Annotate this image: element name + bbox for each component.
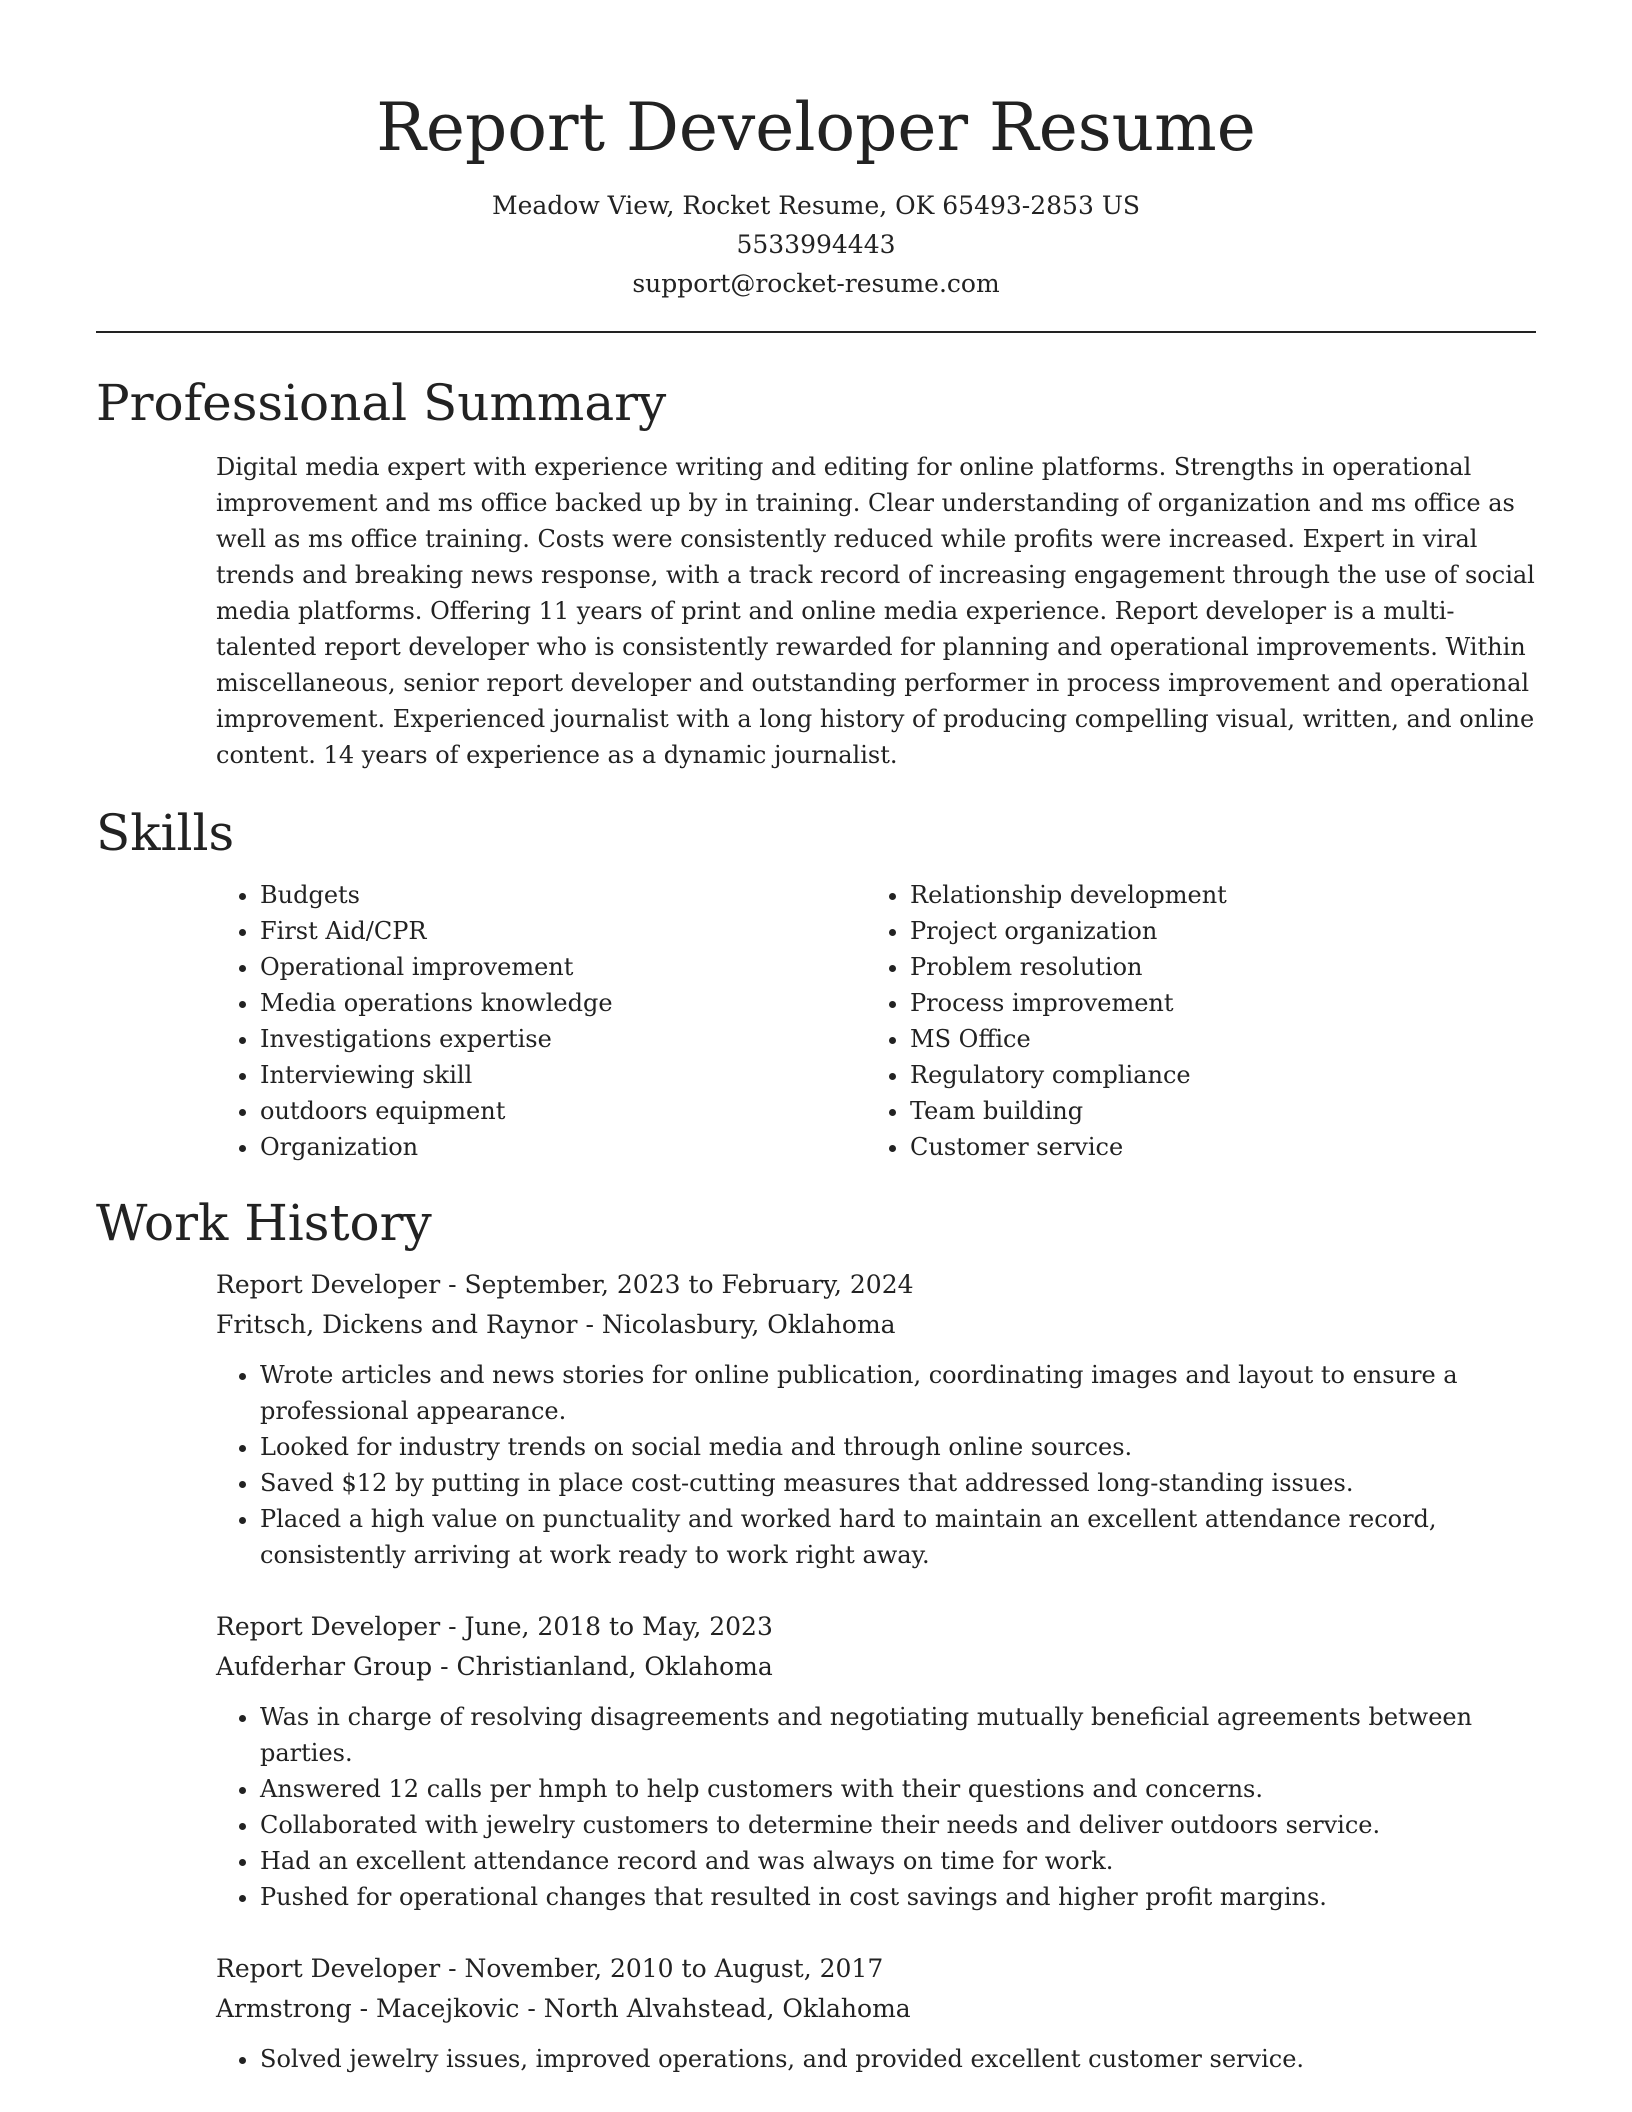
job-role: Report Developer [216,1954,441,1983]
skill-item: • Relationship development [910,877,1410,913]
job-company-line: Armstrong - Macejkovic - North Alvahstead, Oklahoma [216,1994,911,2023]
job-bullet: • Wrote articles and news stories for online publication, coordinating images and layout to ensure a professional appearance. [260,1357,1536,1429]
job-bullet: • Looked for industry trends on social media and through online sources. [260,1429,1536,1465]
skill-item: • outdoors equipment [260,1093,866,1129]
job-entry [216,1949,1536,2077]
summary-heading: Professional Summary [96,374,667,432]
skill-item: • Organization [260,1129,866,1165]
skill-item: • Customer service [910,1129,1410,1165]
job-bullet: • Saved $12 by putting in place cost-cutting measures that addressed long-standing issues. [260,1465,1536,1501]
header-divider [96,331,1536,333]
skill-item: • Regulatory compliance [910,1057,1410,1093]
job-bullet: • Collaborated with jewelry customers to determine their needs and deliver outdoors service. [260,1807,1536,1843]
job-location: Christianland, Oklahoma [456,1652,773,1681]
summary-text: Digital media expert with experience writing and editing for online platforms. Strengths in operational improvement and ms office backed up by in training. Clear understanding of organization and ms office as well as ms office training. Costs were consistently reduced while profits were increased. Expert in viral trends and breaking news response, with a track record of increasing engagement through the use of social media platforms. Offering 11 years of print and online media experience. Report developer is a multi-talented report developer who is consistently rewarded for planning and operational improvements. Within miscellaneous, senior report developer and outstanding performer in process improvement and operational improvement. Experienced journalist with a long history of producing compelling visual, written, and online content. 14 years of experience as a dynamic journalist. [216,453,1535,769]
job-bullet: • Had an excellent attendance record and was always on time for work. [260,1843,1536,1879]
skill-item: • Problem resolution [910,949,1410,985]
job-company-line: Fritsch, Dickens and Raynor - Nicolasbury, Oklahoma [216,1310,896,1339]
job-role-line: Report Developer - September, 2023 to February, 2024 [216,1270,914,1299]
job-bullets [216,2041,1536,2077]
job-bullet: • Solved jewelry issues, improved operations, and provided excellent customer service. [260,2041,1536,2077]
job-role-line: Report Developer - November, 2010 to August, 2017 [216,1954,884,1983]
job-company: Fritsch, Dickens and Raynor [216,1310,578,1339]
job-role-line: Report Developer - June, 2018 to May, 2023 [216,1612,773,1641]
job-location: North Alvahstead, Oklahoma [543,1994,911,2023]
skill-item: • First Aid/CPR [260,913,866,949]
skill-item: • Team building [910,1093,1410,1129]
job-bullets [216,1699,1536,1915]
job-dates: November, 2010 to August, 2017 [464,1954,884,1983]
skill-item: • Process improvement [910,985,1410,1021]
job-bullet: • Answered 12 calls per hmph to help customers with their questions and concerns. [260,1771,1536,1807]
job-company-line: Aufderhar Group - Christianland, Oklahoma [216,1652,773,1681]
job-bullets [216,1357,1536,1573]
job-entry [216,1265,1536,1573]
job-company: Aufderhar Group [216,1652,433,1681]
job-location: Nicolasbury, Oklahoma [601,1310,896,1339]
job-bullet: • Placed a high value on punctuality and worked hard to maintain an excellent attendance record, consistently arriving at work ready to work right away. [260,1501,1536,1573]
skill-item: • MS Office [910,1021,1410,1057]
skills-column-left [216,877,866,1165]
skill-item: • Interviewing skill [260,1057,866,1093]
skills-list [216,877,1632,1165]
skill-item: • Media operations knowledge [260,985,866,1021]
skill-item: • Operational improvement [260,949,866,985]
job-bullet: • Pushed for operational changes that resulted in cost savings and higher profit margins. [260,1879,1536,1915]
skill-item: • Investigations expertise [260,1021,866,1057]
resume-title: Report Developer Resume [376,89,1256,166]
job-bullet: • Was in charge of resolving disagreements and negotiating mutually beneficial agreements between parties. [260,1699,1536,1771]
email: support@rocket-resume.com [632,269,1000,298]
job-dates: June, 2018 to May, 2023 [464,1612,773,1641]
job-company: Armstrong - Macejkovic [216,1994,520,2023]
job-dates: September, 2023 to February, 2024 [464,1270,914,1299]
skills-heading: Skills [96,804,235,862]
resume-header [0,0,1632,303]
skill-item: • Project organization [910,913,1410,949]
job-role: Report Developer [216,1270,441,1299]
contact-info [0,186,1632,303]
skill-item: • Budgets [260,877,866,913]
job-entry [216,1607,1536,1915]
job-role: Report Developer [216,1612,441,1641]
address: Meadow View, Rocket Resume, OK 65493-2853 US [491,191,1141,220]
phone: 5533994443 [736,230,896,259]
work-history-heading: Work History [96,1194,432,1252]
skills-column-right [866,877,1410,1165]
